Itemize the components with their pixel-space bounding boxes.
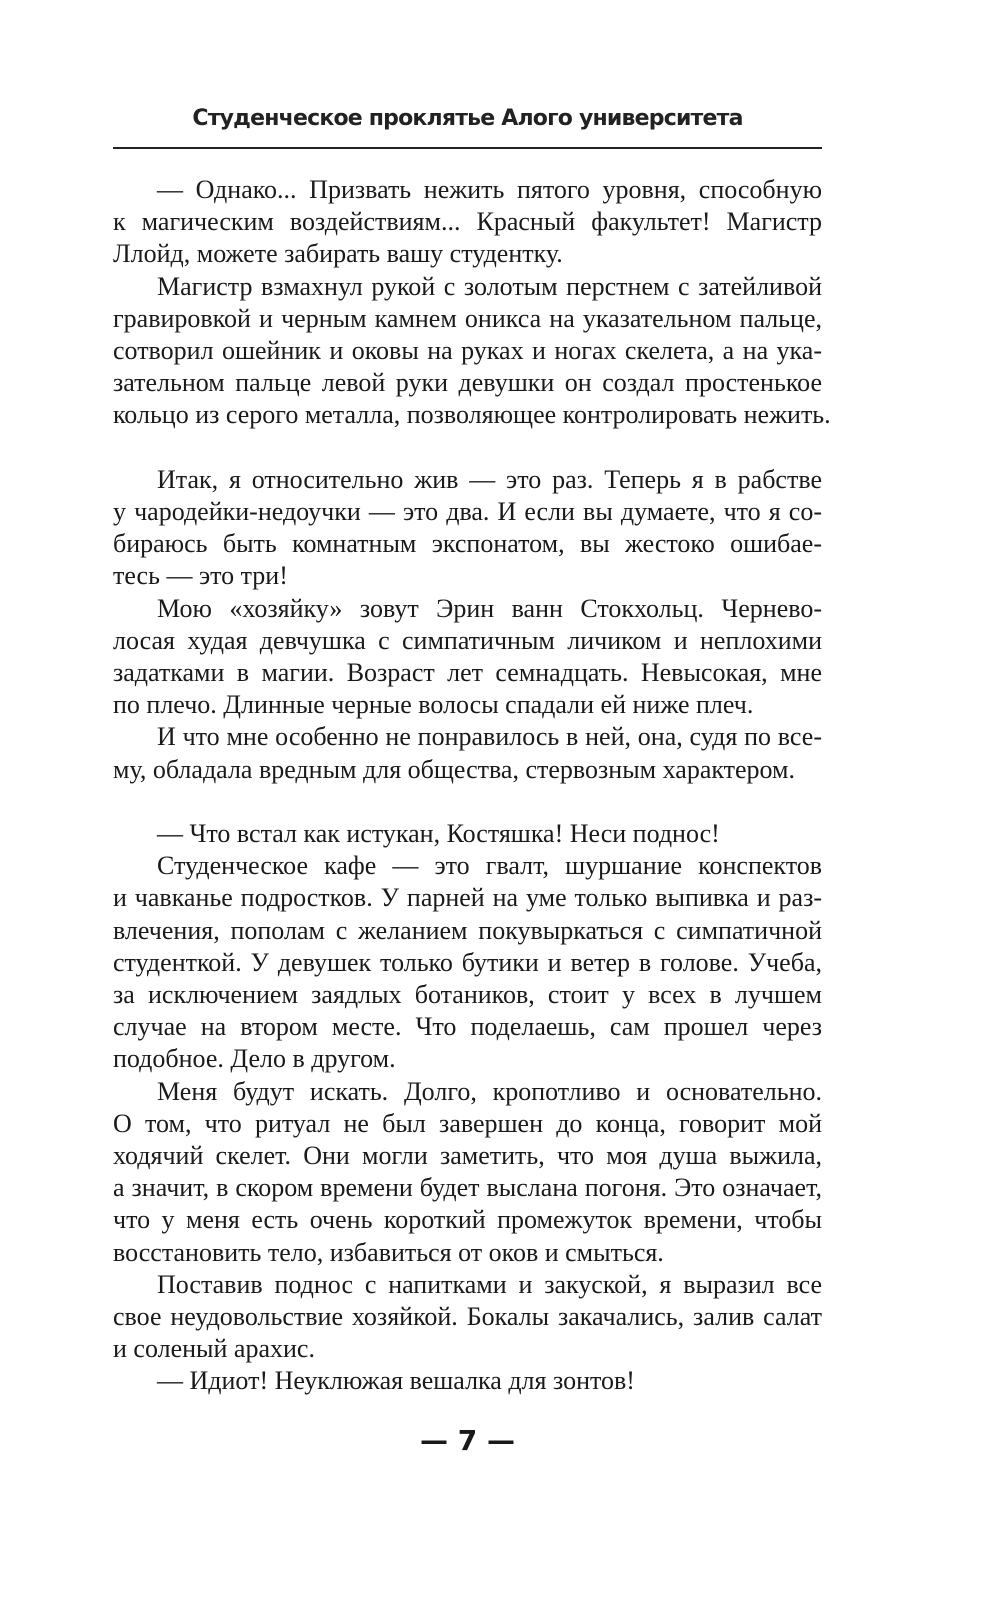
paragraph <box>113 593 822 722</box>
text-line: задатками в магии. Возраст лет семнадцать. Невысокая, мне <box>113 658 822 688</box>
text-line: а значит, в скором времени будет выслана погоня. Это означает, <box>113 1173 822 1203</box>
text-line: Меня будут искать. Долго, кропотливо и основательно. <box>157 1076 822 1106</box>
paragraph <box>113 721 822 785</box>
paragraph <box>113 1076 822 1269</box>
paragraph <box>113 271 831 432</box>
text-line: — Что встал как истукан, Костяшка! Неси поднос! <box>157 819 720 849</box>
text-line: студенткой. У девушек только бутики и ветер в голове. Учеба, <box>113 947 822 977</box>
text-line: восстановить тело, избавиться от оков и смыться. <box>113 1237 664 1267</box>
paragraph <box>113 1365 822 1397</box>
paragraph <box>113 850 822 1075</box>
scene-break <box>113 786 822 818</box>
text-line: Итак, я относительно жив — это раз. Теперь я в рабстве <box>157 464 822 494</box>
text-line: О том, что ритуал не был завершен до конца, говорит мой <box>113 1108 822 1138</box>
text-line: Поставив поднос с напитками и закуской, я выразил все <box>157 1269 822 1299</box>
text-line: у чародейки-недоучки — это два. И если вы думаете, что я со- <box>113 497 822 527</box>
text-line: гравировкой и черным камнем оникса на указательном пальце, <box>113 303 822 333</box>
text-line: Ллойд, можете забирать вашу студентку. <box>113 239 563 269</box>
text-line: к магическим воздействиям... Красный факультет! Магистр <box>113 207 822 237</box>
text-line: за исключением заядлых ботаников, стоит у всех в лучшем <box>113 980 822 1010</box>
scene-break <box>113 432 822 464</box>
text-line: Студенческое кафе — это гвалт, шуршание конспектов <box>157 851 822 881</box>
text-line: И что мне особенно не понравилось в ней, она, судя по все- <box>157 722 822 752</box>
paragraph <box>113 1269 822 1366</box>
text-line: Магистр взмахнул рукой с золотым перстнем с затейливой <box>157 271 822 301</box>
text-line: кольцо из серого металла, позволяющее контролировать нежить. <box>113 400 831 430</box>
paragraph <box>113 818 822 850</box>
text-line: по плечо. Длинные черные волосы спадали ей ниже плеч. <box>113 690 754 720</box>
text-line: и чавканье подростков. У парней на уме только выпивка и раз- <box>113 883 822 913</box>
page-body-text <box>113 174 831 1398</box>
text-line: лосая худая девчушка с симпатичным личиком и неплохими <box>113 625 822 655</box>
text-line: Мою «хозяйку» зовут Эрин ванн Стокхольц. Чернево- <box>157 593 822 623</box>
header-rule <box>113 147 822 149</box>
text-line: и соленый арахис. <box>113 1334 315 1364</box>
text-line: — Идиот! Неуклюжая вешалка для зонтов! <box>157 1366 635 1396</box>
text-line: — Однако... Призвать нежить пятого уровня, способную <box>157 175 822 204</box>
paragraph <box>113 464 822 593</box>
text-line: ходячий скелет. Они могли заметить, что моя душа выжила, <box>113 1141 822 1171</box>
paragraph <box>113 174 822 271</box>
text-line: что у меня есть очень короткий промежуток времени, чтобы <box>113 1205 822 1235</box>
page-number: — 7 — <box>420 1424 515 1457</box>
text-line: бираюсь быть комнатным экспонатом, вы жестоко ошибае- <box>113 529 822 559</box>
text-line: влечения, пополам с желанием покувыркаться с симпатичной <box>113 915 822 945</box>
text-line: тесь — это три! <box>113 561 288 591</box>
text-line: свое неудовольствие хозяйкой. Бокалы закачались, залив салат <box>113 1302 822 1332</box>
text-line: му, обладала вредным для общества, стервозным характером. <box>113 754 796 784</box>
text-line: случае на втором месте. Что поделаешь, сам прошел через <box>113 1012 822 1042</box>
running-header: Студенческое проклятье Алого университета <box>192 106 743 131</box>
text-line: подобное. Дело в другом. <box>113 1044 396 1074</box>
text-line: зательном пальце левой руки девушки он создал простенькое <box>113 368 822 398</box>
text-line: сотворил ошейник и оковы на руках и ногах скелета, а на ука- <box>113 336 822 366</box>
